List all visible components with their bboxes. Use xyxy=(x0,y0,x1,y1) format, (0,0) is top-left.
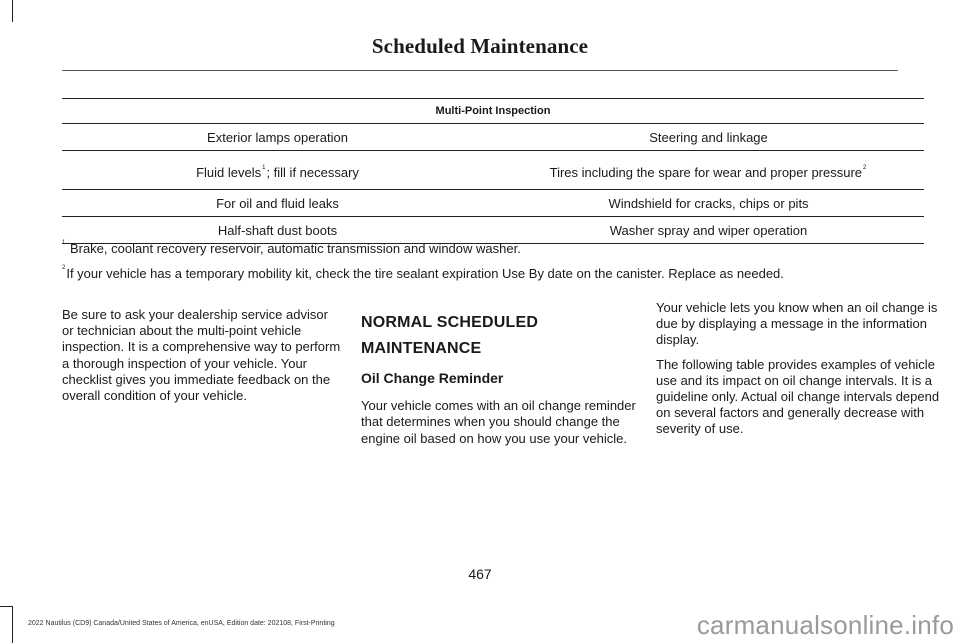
subsection-heading: Oil Change Reminder xyxy=(361,370,504,386)
middle-column xyxy=(361,310,636,455)
crop-mark-bottom-left-v xyxy=(12,606,13,643)
oil-reminder-paragraph: Your vehicle comes with an oil change reminder that determines when you should change the engine oil based on how you use your vehicle. xyxy=(361,398,636,446)
section-heading: NORMAL SCHEDULED MAINTENANCE xyxy=(361,314,539,357)
table-row xyxy=(62,124,924,151)
page-number: 467 xyxy=(468,566,492,582)
table-cell: Fluid levels$^1$; fill if necessary xyxy=(62,151,493,190)
table-title: Multi-Point Inspection xyxy=(62,99,924,124)
table-cell: Washer spray and wiper operation xyxy=(493,217,924,244)
multi-point-paragraph: Be sure to ask your dealership service advisor or technician about the multi-point vehicle inspection. It is a comprehensive way to perform a thorough inspection of your vehicle. Your checklist gives you immediate feedback on the overall condition of your vehicle. xyxy=(62,307,341,404)
table-cell: Tires including the spare for wear and proper pressure$^2$ xyxy=(493,151,924,190)
oil-interval-paragraph: The following table provides examples of vehicle use and its impact on oil change intervals. It is a guideline only. Actual oil change intervals depend on several factors and generally decrease with severity of use. xyxy=(656,356,940,437)
footnote-ref: 1 xyxy=(262,164,266,171)
footnote-2: $^2$If your vehicle has a temporary mobility kit, check the tire sealant expiration Use By date on the canister. Replace as needed. xyxy=(62,265,784,281)
footnote-1: $^1$ Brake, coolant recovery reservoir, automatic transmission and window washer. xyxy=(62,240,521,256)
table-cell: Exterior lamps operation xyxy=(62,124,493,151)
footnote-ref: 2 xyxy=(863,164,867,171)
table-cell: Steering and linkage xyxy=(493,124,924,151)
crop-mark-bottom-left-h xyxy=(0,606,12,607)
table-row xyxy=(62,151,924,190)
right-column xyxy=(656,300,956,446)
oil-display-paragraph: Your vehicle lets you know when an oil change is due by displaying a message in the information display. xyxy=(656,300,938,348)
table-cell: For oil and fluid leaks xyxy=(62,190,493,217)
page-title: Scheduled Maintenance xyxy=(371,34,589,58)
table-cell: Windshield for cracks, chips or pits xyxy=(493,190,924,217)
left-column xyxy=(62,307,342,412)
multi-point-inspection-table xyxy=(62,98,924,244)
edition-line: 2022 Nautilus (CD9) Canada/United States of America, enUSA, Edition date: 202108, First-Printing xyxy=(28,620,335,627)
crop-mark-top-left-v xyxy=(12,0,13,22)
title-divider xyxy=(62,70,898,71)
watermark: carmanualsonline.info xyxy=(696,610,954,640)
table-row xyxy=(62,190,924,217)
table-cell: Half-shaft dust boots xyxy=(62,217,493,244)
